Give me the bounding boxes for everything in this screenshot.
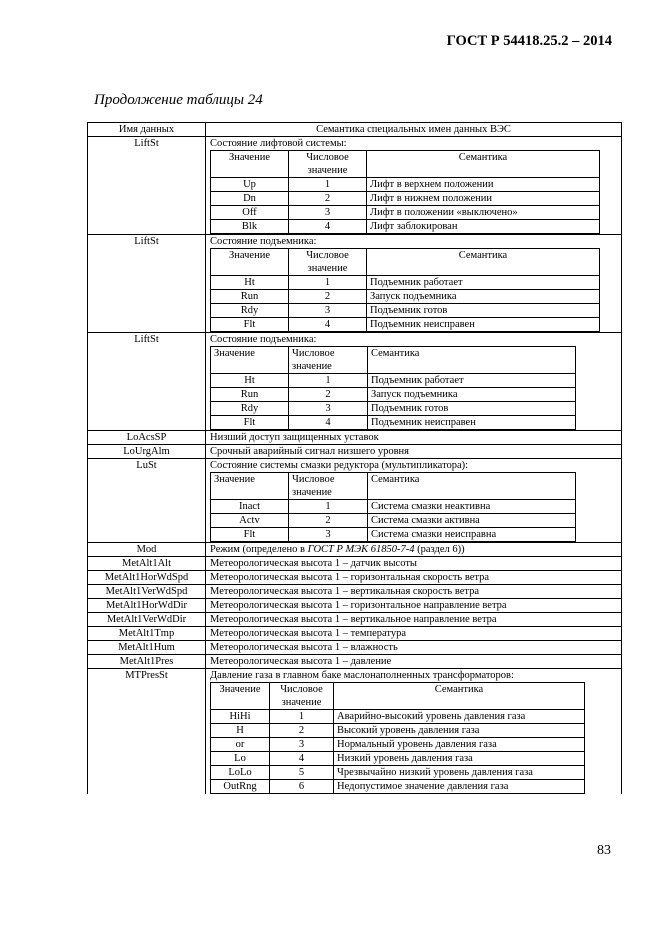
sub-row <box>211 374 576 388</box>
sub-value: Run <box>211 290 289 304</box>
sub-value: Ht <box>211 276 289 290</box>
row-title: Состояние системы смазки редуктора (мультипликатора): <box>210 460 469 471</box>
standard-number: ГОСТ Р 54418.25.2 – 2014 <box>446 33 612 49</box>
sub-value: or <box>211 738 270 752</box>
sub-row <box>211 738 585 752</box>
row-name: LiftSt <box>88 137 206 235</box>
table-row <box>88 235 622 333</box>
sub-text: Недопустимое значение давления газа <box>334 780 585 794</box>
sub-table <box>210 472 576 542</box>
sub-value: Blk <box>211 220 289 234</box>
sub-value: H <box>211 724 270 738</box>
row-name: MetAlt1Alt <box>88 557 206 571</box>
sub-header-row <box>211 151 600 178</box>
row-name: MetAlt1Pres <box>88 655 206 669</box>
sub-number: 3 <box>270 738 334 752</box>
row-semantics: Срочный аварийный сигнал низшего уровня <box>206 445 622 459</box>
sub-value: Inact <box>211 500 289 514</box>
sub-number: 2 <box>289 290 367 304</box>
table-header-row <box>88 123 622 137</box>
table-caption: Продолжение таблицы 24 <box>94 92 263 108</box>
sub-header-row <box>211 683 585 710</box>
sub-number: 1 <box>289 276 367 290</box>
sub-row <box>211 304 600 318</box>
table-row <box>88 445 622 459</box>
sub-row <box>211 724 585 738</box>
sub-number: 1 <box>289 374 368 388</box>
sub-text: Нормальный уровень давления газа <box>334 738 585 752</box>
sub-value: Dn <box>211 192 289 206</box>
sub-text: Лифт заблокирован <box>367 220 600 234</box>
row-semantics: Метеорологическая высота 1 – давление <box>206 655 622 669</box>
table-row <box>88 627 622 641</box>
sub-header-row <box>211 473 576 500</box>
row-semantics: Метеорологическая высота 1 – датчик высоты <box>206 557 622 571</box>
sub-text: Низкий уровень давления газа <box>334 752 585 766</box>
sub-text: Чрезвычайно низкий уровень давления газа <box>334 766 585 780</box>
sub-text: Подъемник работает <box>368 374 576 388</box>
sub-header-semantics: Семантика <box>367 249 600 276</box>
row-semantics: Метеорологическая высота 1 – температура <box>206 627 622 641</box>
row-name: MTPresSt <box>88 669 206 795</box>
sub-header-semantics: Семантика <box>368 473 576 500</box>
sub-header-semantics: Семантика <box>368 347 576 374</box>
sub-value: Rdy <box>211 402 289 416</box>
row-semantics: Метеорологическая высота 1 – вертикальное направление ветра <box>206 613 622 627</box>
table-row <box>88 641 622 655</box>
sub-header-value: Значение <box>211 249 289 276</box>
row-title: Состояние подъемника: <box>210 334 317 345</box>
sub-row <box>211 514 576 528</box>
row-semantics <box>206 333 622 431</box>
sub-number: 2 <box>289 514 368 528</box>
row-semantics <box>206 669 622 795</box>
sub-number: 2 <box>289 192 367 206</box>
row-name: LuSt <box>88 459 206 543</box>
header-name: Имя данных <box>88 123 206 137</box>
sub-header-numeric: Числовое значение <box>289 249 367 276</box>
table-row <box>88 599 622 613</box>
sub-header-numeric: Числовое значение <box>289 347 368 374</box>
table-row <box>88 585 622 599</box>
sub-row <box>211 766 585 780</box>
sub-value: Rdy <box>211 304 289 318</box>
header-semantics: Семантика специальных имен данных ВЭС <box>206 123 622 137</box>
row-name: Mod <box>88 543 206 557</box>
table-row <box>88 613 622 627</box>
sub-value: OutRng <box>211 780 270 794</box>
row-name: MetAlt1VerWdDir <box>88 613 206 627</box>
row-semantics: Метеорологическая высота 1 – горизонтальное направление ветра <box>206 599 622 613</box>
sub-value: HiHi <box>211 710 270 724</box>
sub-text: Аварийно-высокий уровень давления газа <box>334 710 585 724</box>
sub-row <box>211 402 576 416</box>
sub-value: Flt <box>211 528 289 542</box>
row-name: LiftSt <box>88 235 206 333</box>
row-semantics <box>206 459 622 543</box>
sub-number: 1 <box>270 710 334 724</box>
sub-table <box>210 682 585 794</box>
sub-table <box>210 150 600 234</box>
sub-number: 1 <box>289 500 368 514</box>
sub-header-numeric: Числовое значение <box>270 683 334 710</box>
sub-value: LoLo <box>211 766 270 780</box>
row-semantics: Низший доступ защищенных уставок <box>206 431 622 445</box>
sub-text: Подъемник неисправен <box>368 416 576 430</box>
page-number: 83 <box>597 843 611 858</box>
sub-text: Система смазки активна <box>368 514 576 528</box>
table-row <box>88 459 622 543</box>
row-semantics <box>206 137 622 235</box>
sub-row <box>211 388 576 402</box>
sub-text: Высокий уровень давления газа <box>334 724 585 738</box>
sub-row <box>211 220 600 234</box>
sub-number: 4 <box>289 416 368 430</box>
row-semantics <box>206 235 622 333</box>
row-name: LoAcsSP <box>88 431 206 445</box>
table-row <box>88 557 622 571</box>
sub-row <box>211 416 576 430</box>
standard-reference: ГОСТ Р МЭК 61850-7-4 <box>307 544 415 555</box>
sub-text: Подъемник готов <box>368 402 576 416</box>
sub-text: Система смазки неактивна <box>368 500 576 514</box>
sub-header-row <box>211 347 576 374</box>
table-row <box>88 571 622 585</box>
sub-header-value: Значение <box>211 473 289 500</box>
sub-header-numeric: Числовое значение <box>289 473 368 500</box>
row-title: Давление газа в главном баке маслонаполненных трансформаторов: <box>210 670 514 681</box>
row-semantics: Метеорологическая высота 1 – горизонтальная скорость ветра <box>206 571 622 585</box>
sub-value: Actv <box>211 514 289 528</box>
sub-row <box>211 528 576 542</box>
sub-header-value: Значение <box>211 151 289 178</box>
sub-number: 3 <box>289 528 368 542</box>
row-name: LoUrgAlm <box>88 445 206 459</box>
sub-number: 3 <box>289 206 367 220</box>
sub-number: 5 <box>270 766 334 780</box>
sub-value: Run <box>211 388 289 402</box>
sub-row <box>211 710 585 724</box>
table-row <box>88 543 622 557</box>
sub-header-value: Значение <box>211 683 270 710</box>
sub-value: Flt <box>211 416 289 430</box>
row-semantics <box>206 543 622 557</box>
sub-header-row <box>211 249 600 276</box>
sub-value: Flt <box>211 318 289 332</box>
sub-text: Подъемник неисправен <box>367 318 600 332</box>
sub-text: Лифт в верхнем положении <box>367 178 600 192</box>
sub-row <box>211 206 600 220</box>
sub-row <box>211 178 600 192</box>
sub-header-numeric: Числовое значение <box>289 151 367 178</box>
data-table <box>87 122 622 794</box>
sub-number: 3 <box>289 304 367 318</box>
row-name: MetAlt1Hum <box>88 641 206 655</box>
row-name: MetAlt1HorWdDir <box>88 599 206 613</box>
sub-value: Off <box>211 206 289 220</box>
sub-text: Лифт в положении «выключено» <box>367 206 600 220</box>
table-row <box>88 137 622 235</box>
sub-row <box>211 192 600 206</box>
sub-text: Система смазки неисправна <box>368 528 576 542</box>
sub-text: Подъемник готов <box>367 304 600 318</box>
sub-number: 4 <box>289 318 367 332</box>
sub-text: Запуск подъемника <box>367 290 600 304</box>
mod-text-post: (раздел 6)) <box>414 544 465 555</box>
sub-header-semantics: Семантика <box>334 683 585 710</box>
table-row <box>88 655 622 669</box>
sub-value: Up <box>211 178 289 192</box>
sub-number: 2 <box>289 388 368 402</box>
sub-row <box>211 276 600 290</box>
row-name: MetAlt1VerWdSpd <box>88 585 206 599</box>
sub-text: Подъемник работает <box>367 276 600 290</box>
row-semantics: Метеорологическая высота 1 – вертикальная скорость ветра <box>206 585 622 599</box>
row-title: Состояние лифтовой системы: <box>210 138 347 149</box>
sub-row <box>211 500 576 514</box>
sub-header-value: Значение <box>211 347 289 374</box>
row-name: MetAlt1HorWdSpd <box>88 571 206 585</box>
sub-table <box>210 346 576 430</box>
row-name: LiftSt <box>88 333 206 431</box>
sub-number: 2 <box>270 724 334 738</box>
table-row <box>88 669 622 795</box>
sub-text: Запуск подъемника <box>368 388 576 402</box>
row-semantics: Метеорологическая высота 1 – влажность <box>206 641 622 655</box>
sub-number: 6 <box>270 780 334 794</box>
sub-value: Ht <box>211 374 289 388</box>
sub-number: 4 <box>270 752 334 766</box>
sub-row <box>211 752 585 766</box>
sub-row <box>211 318 600 332</box>
sub-table <box>210 248 600 332</box>
sub-row <box>211 780 585 794</box>
sub-number: 1 <box>289 178 367 192</box>
row-name: MetAlt1Tmp <box>88 627 206 641</box>
sub-number: 3 <box>289 402 368 416</box>
sub-number: 4 <box>289 220 367 234</box>
table-row <box>88 333 622 431</box>
sub-row <box>211 290 600 304</box>
sub-header-semantics: Семантика <box>367 151 600 178</box>
row-title: Состояние подъемника: <box>210 236 317 247</box>
table-row <box>88 431 622 445</box>
sub-value: Lo <box>211 752 270 766</box>
mod-text-pre: Режим (определено в <box>210 544 308 555</box>
sub-text: Лифт в нижнем положении <box>367 192 600 206</box>
